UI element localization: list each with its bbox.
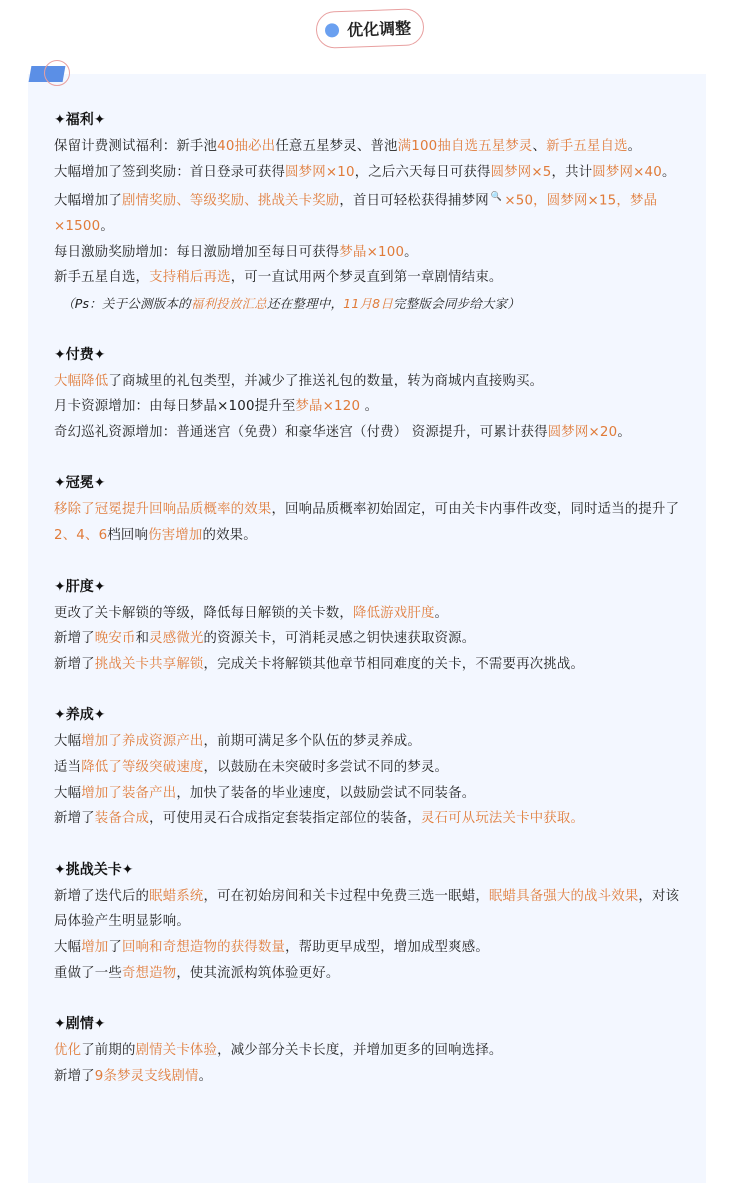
- body-text: 新增了: [54, 811, 95, 827]
- body-text: 大幅: [54, 785, 82, 801]
- highlight-text: 伤害增加: [148, 528, 203, 543]
- highlight-text: 回响和奇想造物的获得数量: [121, 939, 286, 955]
- highlight-text: 支持稍后再选: [149, 270, 231, 286]
- section-heading: ✦冠冕✦: [54, 475, 106, 492]
- body-text: 任意五星梦灵、普池: [275, 139, 398, 154]
- section-heading: ✦挑战关卡✦: [54, 861, 134, 878]
- section-heading: ✦付费✦: [54, 346, 106, 363]
- body-text: 大幅: [54, 734, 82, 750]
- body-text: 。: [404, 244, 418, 260]
- highlight-text: 灵感微光: [149, 631, 204, 647]
- magnifier-icon: 🔍: [490, 192, 503, 203]
- section: [54, 108, 684, 317]
- body-text: 。: [360, 399, 379, 415]
- body-text: ，首日可轻松获得捕梦网: [339, 193, 489, 209]
- body-text: 。: [198, 1068, 213, 1084]
- highlight-text: 挑战关卡共享解锁: [94, 656, 204, 672]
- body-text: ，对该局体验产生明显影响。: [54, 888, 680, 930]
- highlight-text: 剧情奖励、等级奖励、挑战关卡奖励: [121, 193, 340, 209]
- highlight-text: 增加了养成资源产出: [81, 734, 204, 750]
- text-line: [54, 652, 684, 678]
- highlight-text: 眠蜡系统: [149, 888, 204, 904]
- highlight-text: 剧情关卡体验: [135, 1043, 218, 1059]
- body-text: 。: [100, 219, 114, 235]
- section-heading: ✦肝度✦: [54, 578, 106, 595]
- body-text: （Ps：关于公测版本的: [62, 296, 191, 312]
- highlight-text: ×50，圆梦网×15，梦晶×1500: [54, 193, 658, 235]
- section-heading: ✦剧情✦: [54, 1016, 106, 1033]
- text-line: [54, 160, 684, 186]
- body-text: 、: [532, 139, 547, 154]
- body-text: 大幅增加了: [54, 193, 122, 209]
- body-text: ，以鼓励在未突破时多尝试不同的梦灵。: [203, 759, 449, 775]
- text-line: [54, 134, 684, 160]
- highlight-text: 增加: [81, 939, 109, 955]
- section: [54, 471, 684, 548]
- text-line: [54, 935, 684, 961]
- body-text: ，可一直试用两个梦灵直到第一章剧情结束。: [230, 270, 503, 286]
- highlight-text: 降低游戏肝度: [353, 605, 435, 621]
- highlight-text: 40抽必出: [217, 139, 276, 154]
- body-text: 月卡资源增加：由每日梦晶×100提升至: [54, 399, 296, 415]
- body-text: 更改了关卡解锁的等级，降低每日解锁的关卡数，: [54, 605, 353, 621]
- text-line: [54, 240, 684, 266]
- body-text: 的资源关卡，可消耗灵感之钥快速获取资源。: [203, 631, 476, 647]
- text-line: [54, 420, 684, 446]
- body-text: ，使其流派构筑体验更好。: [176, 965, 340, 981]
- body-text: 新增了: [54, 631, 95, 647]
- section: [54, 575, 684, 678]
- highlight-text: 11月8日: [343, 296, 394, 312]
- body-text: 新增了: [54, 656, 95, 672]
- page-title: 优化调整: [346, 18, 412, 40]
- body-text: 适当: [54, 759, 82, 775]
- body-text: 。: [434, 605, 449, 621]
- highlight-text: 增加了装备产出: [81, 785, 177, 801]
- body-text: ，之后六天每日可获得: [354, 164, 491, 180]
- body-text: ，共计: [551, 164, 593, 180]
- body-text: 档回响: [107, 528, 149, 543]
- body-text: 大幅: [54, 939, 82, 955]
- text-line: [54, 1038, 684, 1064]
- title-pill: [315, 8, 424, 49]
- highlight-text: 满100抽自选五星梦灵: [397, 139, 533, 154]
- highlight-text: 晚安币: [94, 631, 136, 647]
- text-line: [54, 626, 684, 652]
- highlight-text: 梦晶×100: [339, 244, 405, 260]
- text-line: [54, 755, 684, 781]
- highlight-text: 梦晶×120: [295, 399, 361, 415]
- highlight-text: 奇想造物: [121, 965, 177, 981]
- section-heading: ✦福利✦: [54, 112, 106, 128]
- highlight-text: 圆梦网×40: [592, 164, 662, 180]
- text-line: [54, 806, 684, 832]
- blue-dot-icon: [325, 22, 339, 36]
- body-text: 奇幻巡礼资源增加：普通迷宫（免费）和豪华迷宫（付费） 资源提升，可累计获得: [54, 424, 548, 440]
- body-text: 。: [617, 424, 631, 440]
- highlight-text: 眠蜡具备强大的战斗效果: [488, 888, 639, 904]
- body-text: 和: [135, 631, 150, 647]
- text-line: [54, 185, 684, 240]
- body-text: 新增了迭代后的: [54, 888, 150, 904]
- highlight-text: 圆梦网×10: [285, 164, 355, 180]
- body-text: 每日激励奖励增加：每日激励增加至每日可获得: [54, 244, 340, 260]
- body-text: ，回响品质概率初始固定，可由关卡内事件改变，同时适当的提升了: [271, 502, 680, 518]
- body-text: 大幅增加了签到奖励：首日登录可获得: [54, 164, 286, 180]
- highlight-text: 移除了冠冕提升回响品质概率的效果: [54, 502, 272, 518]
- body-text: 的效果。: [202, 528, 257, 543]
- circle-decoration-icon: [44, 60, 70, 86]
- highlight-text: 圆梦网×5: [490, 164, 552, 180]
- section-heading: ✦养成✦: [54, 707, 106, 724]
- body-text: ，减少部分关卡长度，并增加更多的回响选择。: [217, 1043, 503, 1059]
- body-text: 还在整理中，: [266, 296, 344, 312]
- highlight-text: 圆梦网×20: [547, 424, 618, 440]
- section-title-bar: [0, 8, 740, 48]
- highlight-text: 灵石可从玩法关卡中获取。: [420, 811, 585, 827]
- text-line: [54, 265, 684, 291]
- highlight-text: 新手五星自选: [546, 139, 628, 154]
- body-text: ，加快了装备的毕业速度，以鼓励尝试不同装备。: [176, 785, 476, 801]
- body-text: ，帮助更早成型，增加成型爽感。: [285, 939, 489, 955]
- text-line: [54, 884, 684, 935]
- body-text: ，前期可满足多个队伍的梦灵养成。: [203, 734, 421, 750]
- text-line: [54, 1064, 684, 1090]
- section: [54, 1012, 684, 1089]
- text-line: [54, 497, 684, 548]
- highlight-text: 装备合成: [94, 811, 150, 827]
- text-line: [54, 961, 684, 987]
- content-body: [54, 108, 684, 1115]
- body-text: 。: [627, 139, 642, 154]
- highlight-text: 福利投放汇总: [190, 296, 267, 312]
- body-text: 重做了一些: [54, 965, 122, 981]
- section: [54, 343, 684, 446]
- section: [54, 703, 684, 831]
- highlight-text: 大幅降低: [54, 373, 109, 389]
- body-text: 了: [108, 939, 122, 955]
- body-text: 完整版会同步给大家）: [393, 296, 521, 312]
- text-line: [54, 601, 684, 627]
- highlight-text: 优化: [54, 1043, 82, 1059]
- text-line: [54, 729, 684, 755]
- highlight-text: 2、4、6: [54, 528, 108, 543]
- body-text: 了前期的: [81, 1043, 136, 1059]
- body-text: 。: [661, 164, 676, 180]
- text-line: [54, 394, 684, 420]
- highlight-text: 降低了等级突破速度: [81, 759, 204, 775]
- body-text: 保留计费测试福利：新手池: [54, 139, 218, 154]
- section: [54, 858, 684, 986]
- text-line: [54, 369, 684, 395]
- body-text: ，可在初始房间和关卡过程中免费三选一眠蜡，: [203, 888, 489, 904]
- body-text: 新手五星自选，: [54, 270, 150, 286]
- body-text: 新增了: [54, 1068, 95, 1084]
- note-line: [54, 291, 684, 317]
- body-text: ，完成关卡将解锁其他章节相同难度的关卡，不需要再次挑战。: [203, 656, 585, 672]
- text-line: [54, 781, 684, 807]
- highlight-text: 9条梦灵支线剧情: [94, 1068, 199, 1084]
- body-text: ，可使用灵石合成指定套装指定部位的装备，: [149, 811, 421, 827]
- body-text: 了商城里的礼包类型，并减少了推送礼包的数量，转为商城内直接购买。: [108, 373, 544, 389]
